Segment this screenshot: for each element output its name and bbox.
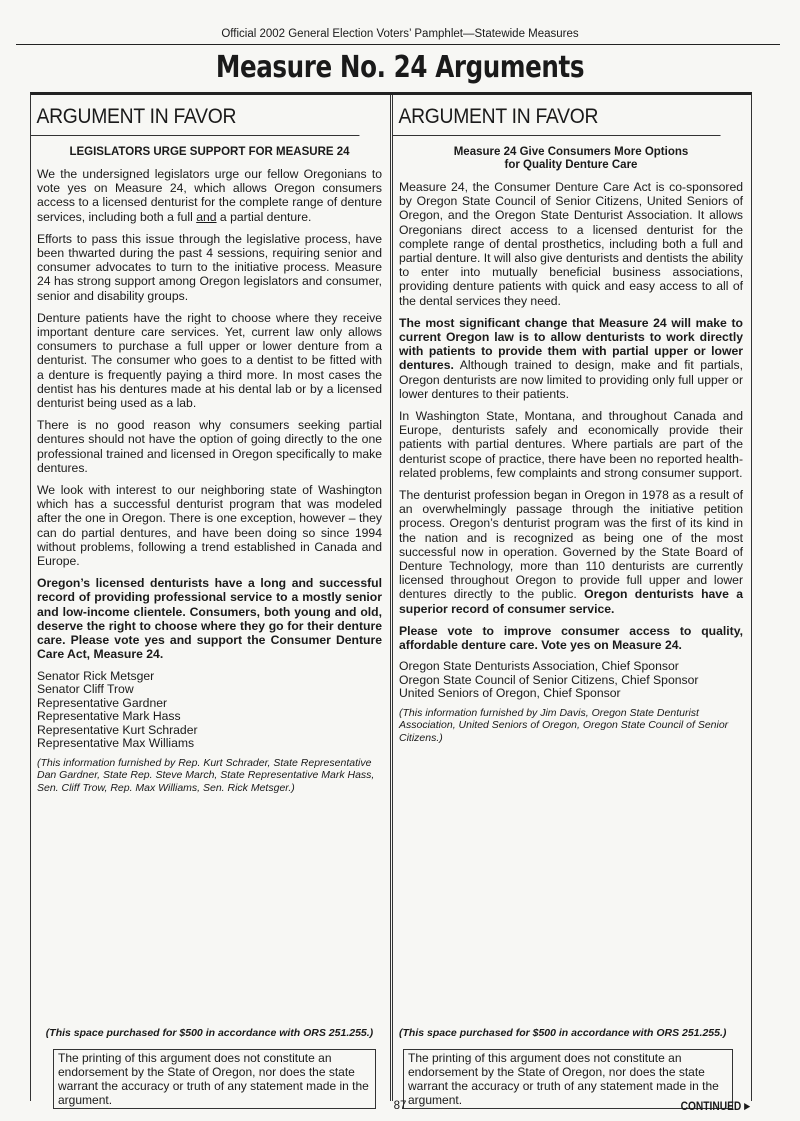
left-argument-column xyxy=(31,95,388,1107)
signer: Representative Gardner xyxy=(37,695,168,710)
left-argument-heading: ARGUMENT IN FAVOR xyxy=(31,95,359,136)
left-paragraph-3: Denture patients have the right to choose where they receive important denture care services. Yet, current law only allows consumers to purchase a full upper or lower denture from a denturist. The consumer who goes to a dentist to be fitted with a denture is frequently paying a third more. In most cases the dentist has his dentures made at his dental lab or by a licensed denturist being used as a lab. xyxy=(37,310,382,411)
signer: Senator Rick Metsger xyxy=(37,668,155,683)
left-signers xyxy=(37,670,382,751)
left-paragraph-1: We the undersigned legislators urge our fellow Oregonians to vote yes on Measure 24, which allows Oregon consumers access to a licensed denturist for the complete range of denture services, including both a full and a partial denture. xyxy=(37,167,382,224)
left-argument-body xyxy=(31,136,388,794)
right-signers xyxy=(399,660,743,701)
left-paragraph-6: Oregon’s licensed denturists have a long and successful record of providing professional service to a mostly senior and low-income clientele. Consumers, both young and old, deserve the right to choose where they go for their denture care. Please vote yes and support the Consumer Denture Care Act, Measure 24. xyxy=(37,576,382,662)
right-subhead: Measure 24 Give Consumers More Options for Quality Denture Care xyxy=(453,146,689,171)
right-paragraph-2: The most significant change that Measure 24 will make to current Oregon law is to allow denturists to work directly with patients to provide them with partial upper or lower dentures. Although trained to design, make and fit partials, Oregon denturists are now limited to providing only full upper or lower dentures to their patients. xyxy=(399,315,743,401)
signer: Representative Max Williams xyxy=(37,736,195,750)
signer: Oregon State Council of Senior Citizens, Chief Sponsor xyxy=(399,672,699,687)
right-disclaimer: The printing of this argument does not constitute an endorsement by the State of Oregon, nor does the state warrant the accuracy or truth of any statement made in the argument. xyxy=(403,1049,733,1109)
header-rule xyxy=(16,44,780,45)
right-argument-body xyxy=(393,136,749,744)
left-purchase-note: (This space purchased for $500 in accordance with ORS 251.255.) xyxy=(45,1027,374,1039)
right-paragraph-3: In Washington State, Montana, and throughout Canada and Europe, denturists safely and economically provide their patients with partial dentures. Where partials are part of the denturist scope of practice, there have been no reported health-related problems, few complaints and strong consumer support. xyxy=(399,409,743,480)
signer: Representative Mark Hass xyxy=(37,709,181,723)
right-purchase-note: (This space purchased for $500 in accordance with ORS 251.255.) xyxy=(399,1027,727,1039)
page-title: Measure No. 24 Arguments xyxy=(215,50,585,85)
right-paragraph-4: The denturist profession began in Oregon in 1978 as a result of an overwhelmingly passage through the initiative petition process. Oregon’s denturist program was the first of its kind in the nation and is recognized as being one of the most successful now in operation. Governed by the State Board of Denture Technology, more than 110 denturists are currently licensed throughout Oregon to provide full upper and lower dentures directly to the public. Oregon denturists have a superior record of consumer service. xyxy=(399,488,743,616)
left-paragraph-5: We look with interest to our neighboring state of Washington which has a successful denturist program that was modeled after the one in Oregon. There is one exception, however – they can do partial dentures, and have been doing so since 1994 without problems, following a trend established in Canada and Europe. xyxy=(37,483,382,569)
page-number: 87 xyxy=(393,1100,407,1112)
left-subhead: LEGISLATORS URGE SUPPORT FOR MEASURE 24 xyxy=(69,146,350,158)
continued-label: CONTINUED► xyxy=(680,1099,752,1113)
signer: Representative Kurt Schrader xyxy=(37,722,198,737)
right-argument-heading: ARGUMENT IN FAVOR xyxy=(393,95,721,136)
right-paragraph-5: Please vote to improve consumer access to quality, affordable denture care. Vote yes on Measure 24. xyxy=(399,623,743,653)
left-furnished-note: (This information furnished by Rep. Kurt Schrader, State Representative Dan Gardner, State Rep. Steve March, State Representative Mark Hass, Sen. Cliff Trow, Rep. Max Williams, Sen. Rick Metsger.) xyxy=(37,756,375,794)
signer: Oregon State Denturists Association, Chief Sponsor xyxy=(399,659,679,674)
right-paragraph-1: Measure 24, the Consumer Denture Care Act is co-sponsored by Oregon State Council of Senior Citizens, United Seniors of Oregon, and the Oregon State Denturist Association. It allows Oregonians direct access to a licensed denturist for the complete range of dental prosthetics, including both a full and partial denture. It will also give denturists and dentists the ability to enter into mutually beneficial business associations, providing denture patients with quick and easy access to all of the dental services they need. xyxy=(399,180,743,308)
signer: Senator Cliff Trow xyxy=(37,682,134,696)
right-arrow-icon: ► xyxy=(741,1099,752,1113)
left-paragraph-4: There is no good reason why consumers seeking partial dentures should not have the option of going directly to the one professional trained and licensed in Oregon specifically to make dentures. xyxy=(37,418,382,475)
running-header: Official 2002 General Election Voters’ Pamphlet—Statewide Measures xyxy=(221,28,579,40)
signer: United Seniors of Oregon, Chief Sponsor xyxy=(399,686,621,701)
left-disclaimer: The printing of this argument does not constitute an endorsement by the State of Oregon, nor does the state warrant the accuracy or truth of any statement made in the argument. xyxy=(53,1049,376,1109)
right-furnished-note: (This information furnished by Jim Davis, Oregon State Denturist Association, United Seniors of Oregon, Oregon State Council of Senior Citizens.) xyxy=(399,706,729,744)
left-paragraph-2: Efforts to pass this issue through the legislative process, have been thwarted during the past 4 sessions, requiring senior and consumer advocates to turn to the initiative process. Measure 24 has strong support among Oregon legislators and consumer, senior and disability groups. xyxy=(37,231,382,303)
